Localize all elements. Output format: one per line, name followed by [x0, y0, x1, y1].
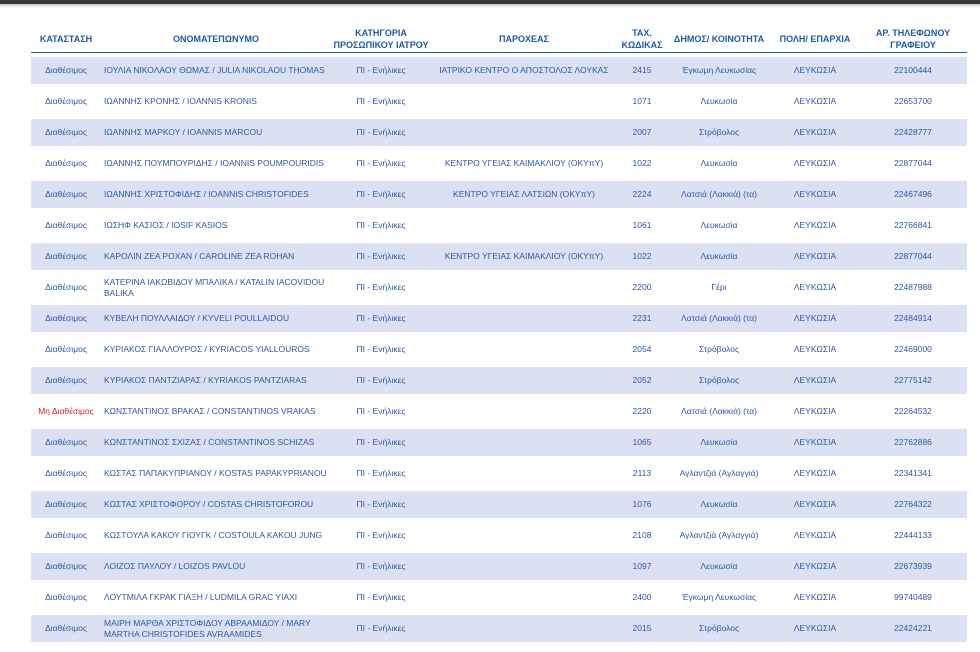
cell-zip: 2200 [617, 274, 667, 301]
cell-provider [431, 212, 617, 239]
header-provider: ΠΑΡΟΧΕΑΣ [431, 26, 617, 53]
cell-name: ΙΩΣΗΦ ΚΑΣΙΟΣ / IOSIF KASIOS [101, 212, 331, 239]
cell-provider [431, 553, 617, 580]
cell-provider [431, 398, 617, 425]
cell-phone: 22877044 [859, 243, 967, 270]
cell-status: Διαθέσιμος [31, 522, 101, 549]
cell-category: ΠΙ - Ενήλικες [331, 181, 431, 208]
cell-category: ΠΙ - Ενήλικες [331, 429, 431, 456]
cell-category: ΠΙ - Ενήλικες [331, 615, 431, 642]
cell-city: ΛΕΥΚΩΣΙΑ [771, 491, 859, 518]
table-row [31, 119, 967, 146]
cell-zip: 1065 [617, 429, 667, 456]
cell-category: ΠΙ - Ενήλικες [331, 274, 431, 301]
cell-status: Διαθέσιμος [31, 88, 101, 115]
table-row [31, 522, 967, 549]
table-row [31, 460, 967, 487]
cell-city: ΛΕΥΚΩΣΙΑ [771, 367, 859, 394]
cell-category: ΠΙ - Ενήλικες [331, 336, 431, 363]
cell-city: ΛΕΥΚΩΣΙΑ [771, 88, 859, 115]
cell-status: Διαθέσιμος [31, 429, 101, 456]
cell-zip: 2007 [617, 119, 667, 146]
cell-category: ΠΙ - Ενήλικες [331, 305, 431, 332]
cell-municipality: Λευκωσία [667, 243, 771, 270]
table-row [31, 88, 967, 115]
cell-category: ΠΙ - Ενήλικες [331, 119, 431, 146]
cell-municipality: Λευκωσία [667, 491, 771, 518]
cell-provider: ΚΕΝΤΡΟ ΥΓΕΙΑΣ ΚΑΙΜΑΚΛΙΟΥ (ΟΚΥπΥ) [431, 243, 617, 270]
table-header-row [31, 26, 967, 53]
cell-zip: 2054 [617, 336, 667, 363]
cell-zip: 1061 [617, 212, 667, 239]
header-category: ΚΑΤΗΓΟΡΙΑ ΠΡΟΣΩΠΙΚΟΥ ΙΑΤΡΟΥ [331, 26, 431, 53]
cell-municipality: Στρόβολος [667, 119, 771, 146]
cell-city: ΛΕΥΚΩΣΙΑ [771, 212, 859, 239]
cell-provider [431, 367, 617, 394]
header-phone: ΑΡ. ΤΗΛΕΦΩΝΟΥ ΓΡΑΦΕΙΟΥ [859, 26, 967, 53]
cell-city: ΛΕΥΚΩΣΙΑ [771, 398, 859, 425]
cell-name: ΙΩΑΝΝΗΣ ΚΡΟΝΗΣ / IOANNIS KRONIS [101, 88, 331, 115]
table-row [31, 212, 967, 239]
cell-name: ΛΟΙΖΟΣ ΠΑΥΛΟΥ / LOIZOS PAVLOU [101, 553, 331, 580]
table-row [31, 305, 967, 332]
cell-status: Διαθέσιμος [31, 274, 101, 301]
cell-municipality: Στρόβολος [667, 615, 771, 642]
cell-category: ΠΙ - Ενήλικες [331, 553, 431, 580]
cell-phone: 22469000 [859, 336, 967, 363]
cell-name: ΛΟΥΤΜΙΛΑ ΓΚΡΑΚ ΓΙΑΞΗ / LUDMILA GRAC YIAXI [101, 584, 331, 611]
cell-city: ΛΕΥΚΩΣΙΑ [771, 553, 859, 580]
top-border-shadow [0, 4, 980, 8]
doctors-table [31, 22, 967, 646]
cell-provider [431, 429, 617, 456]
cell-city: ΛΕΥΚΩΣΙΑ [771, 181, 859, 208]
cell-municipality: Λατσιά (Λακκιά) (τα) [667, 305, 771, 332]
cell-status: Διαθέσιμος [31, 181, 101, 208]
cell-municipality: Λευκωσία [667, 88, 771, 115]
cell-city: ΛΕΥΚΩΣΙΑ [771, 119, 859, 146]
cell-municipality: Στρόβολος [667, 336, 771, 363]
table-row [31, 553, 967, 580]
cell-municipality: Αγλαντζιά (Αγλαγγιά) [667, 460, 771, 487]
cell-name: ΚΩΣΤΑΣ ΠΑΠΑΚΥΠΡΙΑΝΟΥ / KOSTAS PAPAKYPRIANOU [101, 460, 331, 487]
cell-provider: ΚΕΝΤΡΟ ΥΓΕΙΑΣ ΛΑΤΣΙΩΝ (ΟΚΥπΥ) [431, 181, 617, 208]
cell-zip: 1022 [617, 150, 667, 177]
cell-phone: 22484914 [859, 305, 967, 332]
cell-zip: 1022 [617, 243, 667, 270]
cell-status: Διαθέσιμος [31, 615, 101, 642]
cell-category: ΠΙ - Ενήλικες [331, 460, 431, 487]
cell-municipality: Λευκωσία [667, 429, 771, 456]
cell-category: ΠΙ - Ενήλικες [331, 522, 431, 549]
cell-phone: 22424221 [859, 615, 967, 642]
cell-municipality: Έγκωμη Λευκωσίας [667, 584, 771, 611]
cell-name: ΜΑΙΡΗ ΜΑΡΘΑ ΧΡΙΣΤΟΦΙΔΟΥ ΑΒΡΑΑΜΙΔΟΥ / MARY MARTHA CHRISTOFIDES AVRAAMIDES [101, 615, 331, 642]
cell-phone: 22653700 [859, 88, 967, 115]
cell-municipality: Λευκωσία [667, 212, 771, 239]
table-row [31, 181, 967, 208]
cell-category: ΠΙ - Ενήλικες [331, 491, 431, 518]
cell-status: Διαθέσιμος [31, 460, 101, 487]
table-row [31, 57, 967, 84]
cell-zip: 2220 [617, 398, 667, 425]
cell-phone: 99740489 [859, 584, 967, 611]
cell-status: Διαθέσιμος [31, 584, 101, 611]
table-row [31, 367, 967, 394]
cell-name: ΚΩΣΤΑΣ ΧΡΙΣΤΟΦΟΡΟΥ / COSTAS CHRISTOFOROU [101, 491, 331, 518]
table-row [31, 243, 967, 270]
cell-municipality: Έγκωμη Λευκωσίας [667, 57, 771, 84]
cell-provider [431, 336, 617, 363]
cell-city: ΛΕΥΚΩΣΙΑ [771, 243, 859, 270]
cell-phone: 22766841 [859, 212, 967, 239]
cell-city: ΛΕΥΚΩΣΙΑ [771, 584, 859, 611]
cell-zip: 2415 [617, 57, 667, 84]
cell-category: ΠΙ - Ενήλικες [331, 88, 431, 115]
cell-category: ΠΙ - Ενήλικες [331, 367, 431, 394]
cell-provider: ΙΑΤΡΙΚΟ ΚΕΝΤΡΟ Ο ΑΠΟΣΤΟΛΟΣ ΛΟΥΚΑΣ [431, 57, 617, 84]
cell-phone: 22764322 [859, 491, 967, 518]
cell-phone: 22673939 [859, 553, 967, 580]
cell-name: ΚΩΝΣΤΑΝΤΙΝΟΣ ΣΧΙΖΑΣ / CONSTANTINOS SCHIZAS [101, 429, 331, 456]
cell-zip: 2231 [617, 305, 667, 332]
table-row [31, 584, 967, 611]
cell-zip: 1097 [617, 553, 667, 580]
cell-status: Διαθέσιμος [31, 305, 101, 332]
cell-status: Διαθέσιμος [31, 367, 101, 394]
cell-municipality: Λευκωσία [667, 150, 771, 177]
cell-status: Διαθέσιμος [31, 57, 101, 84]
cell-status: Διαθέσιμος [31, 150, 101, 177]
cell-status: Διαθέσιμος [31, 243, 101, 270]
cell-zip: 2052 [617, 367, 667, 394]
cell-city: ΛΕΥΚΩΣΙΑ [771, 57, 859, 84]
cell-phone: 22100444 [859, 57, 967, 84]
cell-provider [431, 119, 617, 146]
cell-city: ΛΕΥΚΩΣΙΑ [771, 460, 859, 487]
table-row [31, 429, 967, 456]
cell-zip: 1076 [617, 491, 667, 518]
cell-name: ΙΩΑΝΝΗΣ ΧΡΙΣΤΟΦΙΔΗΣ / IOANNIS CHRISTOFIDES [101, 181, 331, 208]
table-row [31, 491, 967, 518]
cell-phone: 22341341 [859, 460, 967, 487]
table-row [31, 150, 967, 177]
cell-provider [431, 584, 617, 611]
cell-phone: 22762886 [859, 429, 967, 456]
cell-city: ΛΕΥΚΩΣΙΑ [771, 305, 859, 332]
cell-name: ΚΩΝΣΤΑΝΤΙΝΟΣ ΒΡΑΚΑΣ / CONSTANTINOS VRAKAS [101, 398, 331, 425]
cell-provider [431, 615, 617, 642]
cell-municipality: Λευκωσία [667, 553, 771, 580]
cell-name: ΙΟΥΛΙΑ ΝΙΚΟΛΑΟΥ ΘΩΜΑΣ / JULIA NIKOLAOU THOMAS [101, 57, 331, 84]
cell-provider [431, 274, 617, 301]
cell-name: ΚΥΒΕΛΗ ΠΟΥΛΛΑΙΔΟΥ / KYVELI POULLAIDOU [101, 305, 331, 332]
cell-name: ΚΥΡΙΑΚΟΣ ΓΙΑΛΛΟΥΡΟΣ / KYRIACOS YIALLOUROS [101, 336, 331, 363]
header-city: ΠΟΛΗ/ ΕΠΑΡΧΙΑ [771, 26, 859, 53]
table-row [31, 274, 967, 301]
cell-phone: 22264532 [859, 398, 967, 425]
cell-zip: 1071 [617, 88, 667, 115]
cell-municipality: Γέρι [667, 274, 771, 301]
cell-city: ΛΕΥΚΩΣΙΑ [771, 615, 859, 642]
cell-provider: ΚΕΝΤΡΟ ΥΓΕΙΑΣ ΚΑΙΜΑΚΛΙΟΥ (ΟΚΥπΥ) [431, 150, 617, 177]
cell-provider [431, 305, 617, 332]
cell-municipality: Λατσιά (Λακκιά) (τα) [667, 181, 771, 208]
cell-municipality: Αγλαντζιά (Αγλαγγιά) [667, 522, 771, 549]
cell-city: ΛΕΥΚΩΣΙΑ [771, 150, 859, 177]
cell-city: ΛΕΥΚΩΣΙΑ [771, 429, 859, 456]
cell-provider [431, 460, 617, 487]
table-row [31, 398, 967, 425]
cell-provider [431, 88, 617, 115]
cell-category: ΠΙ - Ενήλικες [331, 212, 431, 239]
cell-status: Μη Διαθέσιμος [31, 398, 101, 425]
cell-phone: 22467496 [859, 181, 967, 208]
cell-name: ΚΥΡΙΑΚΟΣ ΠΑΝΤΖΙΑΡΑΣ / KYRIAKOS PANTZIARAS [101, 367, 331, 394]
cell-phone: 22487988 [859, 274, 967, 301]
cell-category: ΠΙ - Ενήλικες [331, 243, 431, 270]
cell-category: ΠΙ - Ενήλικες [331, 398, 431, 425]
table-row [31, 615, 967, 642]
cell-provider [431, 522, 617, 549]
table-row [31, 336, 967, 363]
header-name: ΟΝΟΜΑΤΕΠΩΝΥΜΟ [101, 26, 331, 53]
cell-name: ΚΑΤΕΡΙΝΑ ΙΑΚΩΒΙΔΟΥ ΜΠΑΛΙΚΑ / KATALIN IACOVIDOU BALIKA [101, 274, 331, 301]
cell-provider [431, 491, 617, 518]
cell-name: ΚΑΡΟΛΙΝ ΖΕΑ ΡΟΧΑΝ / CAROLINE ZEA ROHAN [101, 243, 331, 270]
cell-phone: 22877044 [859, 150, 967, 177]
cell-zip: 2400 [617, 584, 667, 611]
cell-zip: 2015 [617, 615, 667, 642]
cell-city: ΛΕΥΚΩΣΙΑ [771, 522, 859, 549]
cell-status: Διαθέσιμος [31, 336, 101, 363]
cell-municipality: Στρόβολος [667, 367, 771, 394]
cell-category: ΠΙ - Ενήλικες [331, 584, 431, 611]
cell-status: Διαθέσιμος [31, 119, 101, 146]
cell-category: ΠΙ - Ενήλικες [331, 57, 431, 84]
cell-city: ΛΕΥΚΩΣΙΑ [771, 336, 859, 363]
header-municipality: ΔΗΜΟΣ/ ΚΟΙΝΟΤΗΤΑ [667, 26, 771, 53]
cell-zip: 2108 [617, 522, 667, 549]
cell-zip: 2113 [617, 460, 667, 487]
cell-status: Διαθέσιμος [31, 553, 101, 580]
cell-category: ΠΙ - Ενήλικες [331, 150, 431, 177]
cell-city: ΛΕΥΚΩΣΙΑ [771, 274, 859, 301]
cell-name: ΙΩΑΝΝΗΣ ΠΟΥΜΠΟΥΡΙΔΗΣ / IOANNIS POUMPOURIDIS [101, 150, 331, 177]
header-zip: ΤΑΧ. ΚΩΔΙΚΑΣ [617, 26, 667, 53]
cell-phone: 22775142 [859, 367, 967, 394]
cell-zip: 2224 [617, 181, 667, 208]
cell-phone: 22444133 [859, 522, 967, 549]
cell-name: ΙΩΑΝΝΗΣ ΜΑΡΚΟΥ / IOANNIS MARCOU [101, 119, 331, 146]
cell-phone: 22428777 [859, 119, 967, 146]
cell-name: ΚΩΣΤΟΥΛΑ ΚΑΚΟΥ ΓΙΟΥΓΚ / COSTOULA KAKOU JUNG [101, 522, 331, 549]
header-status: ΚΑΤΑΣΤΑΣΗ [31, 26, 101, 53]
cell-municipality: Λατσιά (Λακκιά) (τα) [667, 398, 771, 425]
cell-status: Διαθέσιμος [31, 491, 101, 518]
cell-status: Διαθέσιμος [31, 212, 101, 239]
